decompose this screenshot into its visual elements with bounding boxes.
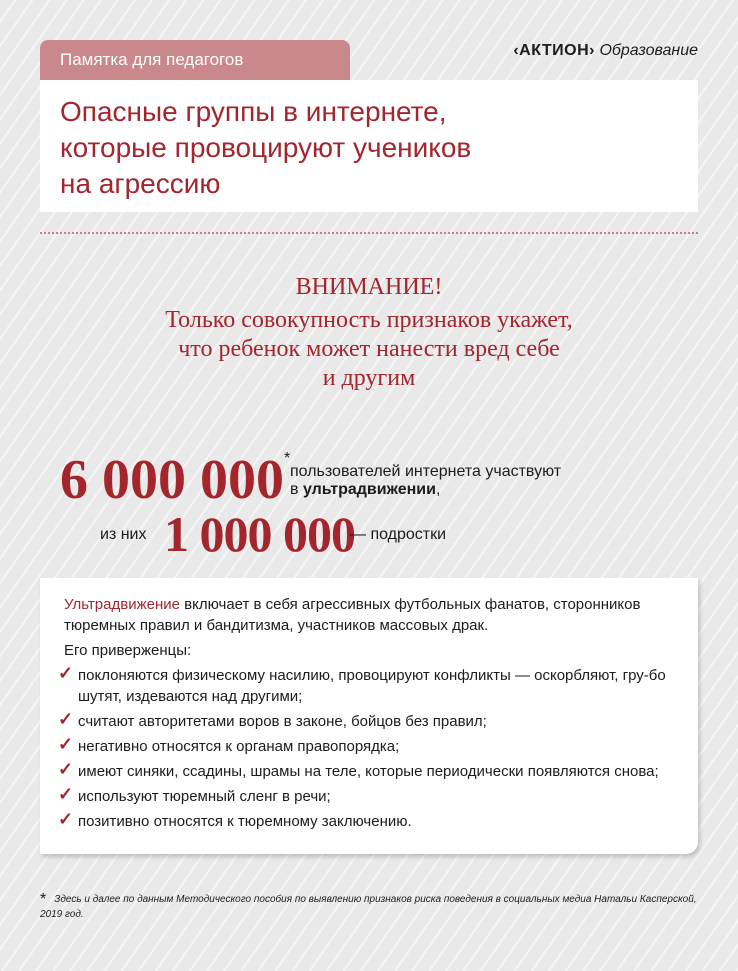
card-lead: Его приверженцы:: [64, 642, 192, 659]
footnote-text: Здесь и далее по данным Методического пособия по выявлению признаков риска поведения в социальных медиа Натальи Касперской, 2019 год.: [40, 894, 697, 920]
teens-prefix: из них: [100, 526, 147, 543]
checkmark-icon: ✓: [58, 784, 74, 804]
list-item-text: имеют синяки, ссадины, шрамы на теле, которые периодически появляются снова;: [78, 763, 659, 780]
dotted-divider: [40, 232, 698, 234]
checkmark-icon: ✓: [58, 809, 74, 829]
stats-caption-line1: пользователей интернета участвуют: [290, 463, 562, 480]
teens-caption: — подростки: [350, 526, 447, 543]
attention-text: Только совокупность признаков укажет, что ребенок может нанести вред себе и другим: [165, 307, 573, 391]
checkmark-icon: ✓: [58, 663, 74, 683]
footnote: [40, 892, 698, 922]
list-item-text: позитивно относятся к тюремному заключению.: [78, 813, 412, 830]
list-item: [58, 734, 674, 757]
footnote-star: *: [40, 891, 47, 908]
list-item: [58, 663, 674, 707]
logo-brand: ‹АКТИОН›: [513, 42, 595, 59]
stats-prefix: в: [290, 481, 303, 498]
stats-block: [40, 448, 698, 562]
total-users-number: 6 000 000: [60, 449, 284, 511]
list-item: [58, 784, 674, 807]
list-item-text: используют тюремный сленг в речи;: [78, 788, 331, 805]
brand-logo: [513, 42, 698, 60]
checkmark-icon: ✓: [58, 759, 74, 779]
list-item-text: негативно относятся к органам правопорядка;: [78, 738, 400, 755]
checkmark-icon: ✓: [58, 709, 74, 729]
teens-number: 1 000 000: [164, 506, 355, 562]
stats-caption-line2: [290, 480, 440, 500]
signs-list: [58, 663, 674, 832]
checkmark-icon: ✓: [58, 734, 74, 754]
attention-block: [40, 272, 698, 393]
header-tab: [40, 40, 350, 80]
card-intro-text: включает в себя агрессивных футбольных фанатов, сторонников тюремных правил и бандитизма, участников массовых драк.: [64, 596, 641, 634]
list-item-text: поклоняются физическому насилию, провоцируют конфликты — оскорбляют, гру-бо шутят, издеваются над другими;: [78, 667, 666, 705]
page-title: Опасные группы в интернете, которые провоцируют учеников на агрессию: [60, 96, 472, 199]
logo-subtitle: Образование: [599, 42, 698, 59]
list-item: [58, 809, 674, 832]
title-panel: [40, 80, 698, 212]
card-intro-term: Ультрадвижение: [64, 596, 180, 613]
stats-term: ультрадвижении: [302, 481, 436, 498]
list-item-text: считают авторитетами воров в законе, бойцов без правил;: [78, 713, 487, 730]
header-tab-label: Памятка для педагогов: [60, 50, 244, 69]
attention-heading: ВНИМАНИЕ!: [295, 274, 443, 300]
info-card: [40, 578, 698, 854]
footnote-marker: *: [284, 450, 291, 467]
list-item: [58, 759, 674, 782]
card-intro: [64, 594, 674, 636]
list-item: [58, 709, 674, 732]
stats-suffix: ,: [435, 481, 441, 498]
